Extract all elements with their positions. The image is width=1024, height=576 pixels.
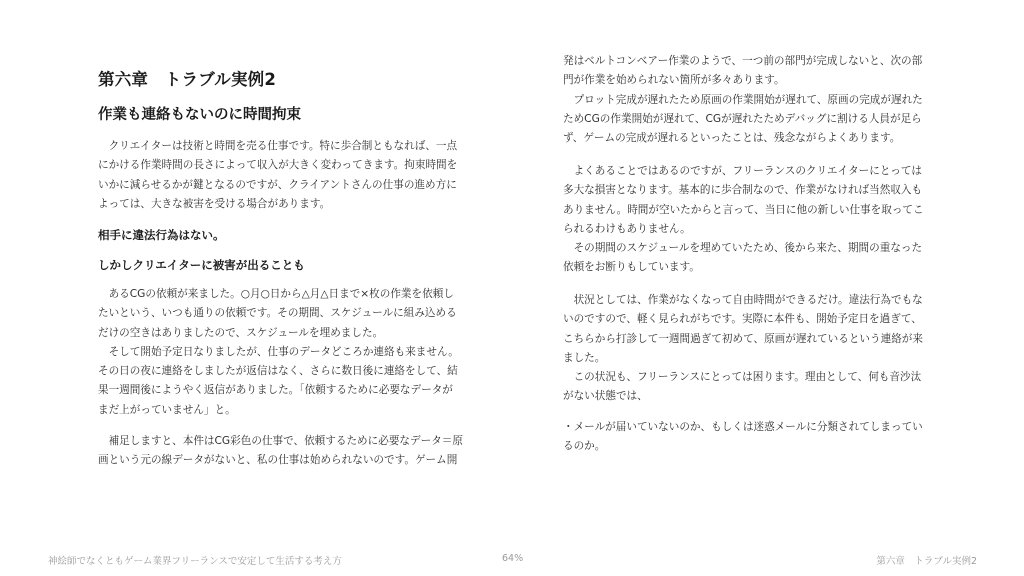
text-line: よっては、大きな被害を受ける場合があります。 (98, 197, 331, 210)
text-line: られるわけもありません。 (563, 222, 691, 235)
paragraph (563, 291, 929, 407)
text-line: ・メールが届いていないのか、もしくは迷惑メールに分類されてしまってい (563, 421, 923, 433)
section-title: 作業も連絡もないのに時間拘束 (98, 107, 301, 123)
text-line: 果一週間後にようやく返信がありました。「依頼するために必要なデータが (98, 384, 453, 397)
text-line: ためCGの作業開始が遅れて、CGが遅れたためデバッグに割ける人員が足ら (563, 112, 922, 125)
text-line: この状況も、フリーランスにとっては困ります。理由として、何も音沙汰 (563, 371, 922, 384)
text-line: いのですので、軽く見られがちです。実際に本件も、開始予定日を過ぎて、 (563, 313, 922, 326)
text-line: その期間のスケジュールを埋めていたため、後から来た、期間の重なった (563, 242, 923, 255)
text-line: るのか。 (563, 440, 606, 453)
paragraph (98, 432, 464, 471)
text-line: 発はベルトコンベアー作業のようで、一つ前の部門が完成しないと、次の部 (563, 55, 923, 67)
left-page (98, 0, 464, 540)
text-line: よくあることではあるのですが、フリーランスのクリエイターにとっては (563, 165, 923, 177)
text-line: ありません。時間が空いたからと言って、当日に他の新しい仕事を取ってこ (563, 203, 924, 216)
subheading: 相手に違法行為はない。 (98, 228, 225, 242)
text-line: こちらから打診して一週間過ぎて初めて、原画が遅れているという連絡が来 (563, 332, 923, 345)
text-line: 多大な損害となります。基本的に歩合制なので、作業がなければ当然収入も (563, 184, 923, 197)
text-line: ました。 (563, 351, 606, 364)
paragraph (98, 285, 464, 420)
text-line: 門が作業を始められない箇所が多々あります。 (563, 74, 785, 87)
text-line: たいという、いつも通りの依頼です。その期間、スケジュールに組み込める (98, 307, 457, 320)
text-line: あるCGの依頼が来ました。○月○日から△月△日まで×枚の作業を依頼し (98, 288, 454, 300)
text-line: にかける作業時間の長さによって収入が大きく変わってきます。拘束時間を (98, 159, 458, 172)
text-line: いかに減らせるかが鍵となるのですが、クライアントさんの仕事の進め方に (98, 178, 457, 191)
subheading: しかしクリエイターに被害が出ることも (98, 258, 305, 272)
footer-book-title: 神絵師でなくともゲーム業界フリーランスで安定して生活する考え方 (48, 556, 342, 567)
footer-chapter: 第六章 トラブル実例2 (876, 556, 977, 567)
text-line: だけの空きはありましたので、スケジュールを埋めました。 (98, 326, 384, 339)
text-line: がない状態では、 (563, 390, 648, 403)
text-line: ず、ゲームの完成が遅れるといったことは、残念ながらよくあります。 (563, 132, 901, 145)
text-line: 状況としては、作業がなくなって自由時間ができるだけ。違法行為でもな (563, 294, 923, 306)
paragraph (563, 418, 929, 457)
chapter-title: 第六章 トラブル実例2 (98, 70, 277, 89)
reading-progress: 64% (502, 553, 524, 564)
text-line: その日の夜に連絡をしましたが返信はなく、さらに数日後に連絡をして、結 (98, 365, 458, 378)
text-line: 依頼をお断りもしています。 (563, 261, 700, 274)
paragraph (563, 162, 929, 278)
text-line: まだ上がっていません」と。 (98, 403, 236, 416)
paragraph (563, 52, 929, 148)
text-line: 補足しますと、本件はCG彩色の仕事で、依頼するために必要なデータ＝原 (98, 435, 463, 447)
text-line: そして開始予定日なりましたが、仕事のデータどころか連絡も来ません。 (98, 345, 459, 358)
right-page (563, 0, 929, 540)
paragraph (98, 137, 464, 214)
text-line: プロット完成が遅れたため原画の作業開始が遅れて、原画の完成が遅れた (563, 93, 923, 106)
text-line: クリエイターは技術と時間を売る仕事です。特に歩合制ともなれば、一点 (98, 140, 458, 152)
text-line: 画という元の線データがないと、私の仕事は始められないのです。ゲーム開 (98, 454, 458, 467)
